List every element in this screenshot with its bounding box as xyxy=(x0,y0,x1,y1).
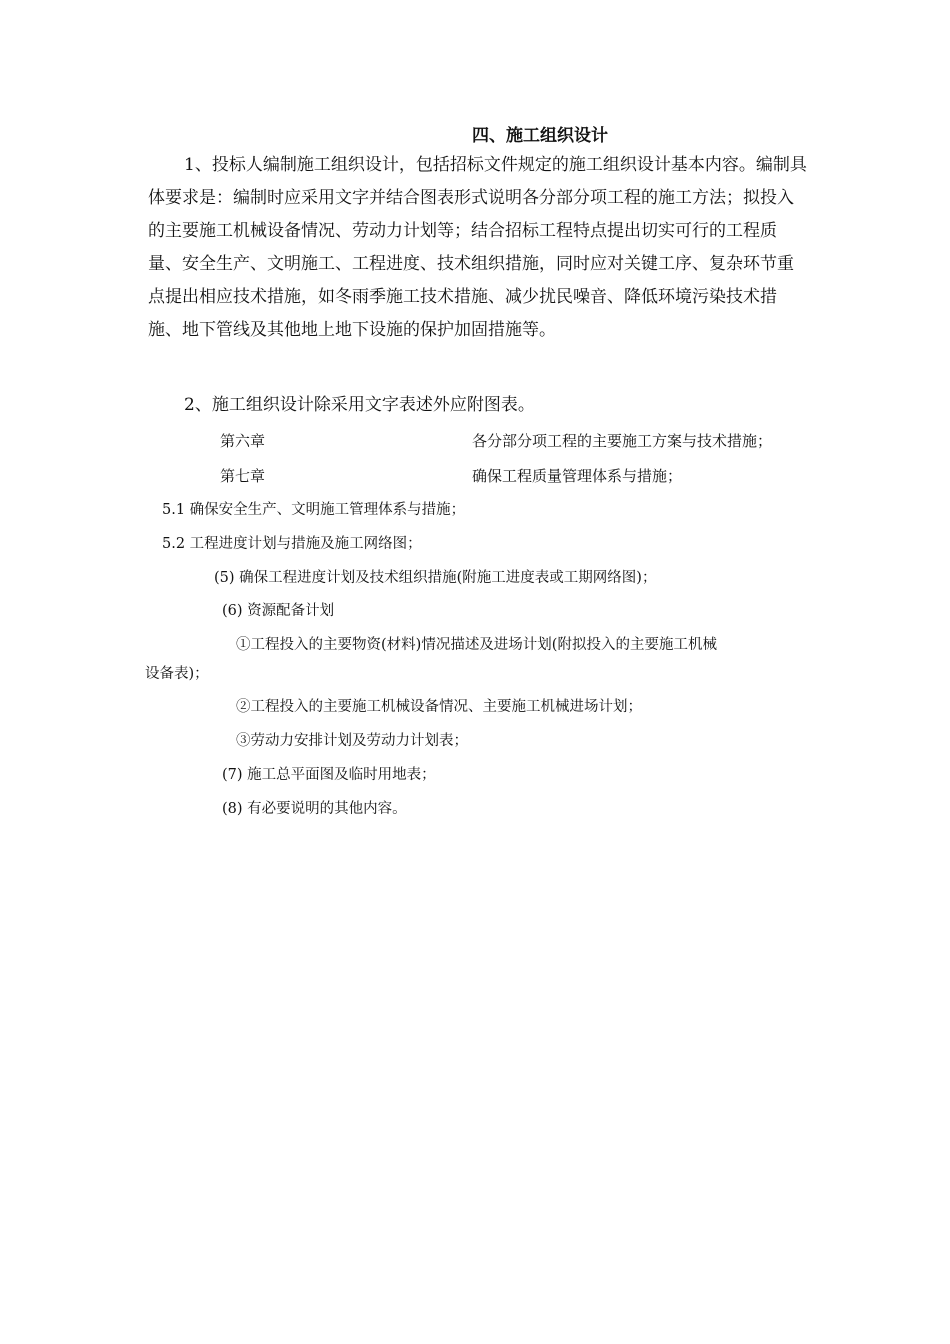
item-5: (5) 确保工程进度计划及技术组织措施(附施工进度表或工期网络图)； xyxy=(214,570,657,586)
item-6: (6) 资源配备计划 xyxy=(222,603,335,619)
item-8: (8) 有必要说明的其他内容。 xyxy=(222,801,407,817)
sub-item-3: ③劳动力安排计划及劳动力计划表； xyxy=(236,733,468,749)
section-title: 四、施工组织设计 xyxy=(472,126,608,146)
item-5-1: 5.1 确保安全生产、文明施工管理体系与措施； xyxy=(162,502,466,518)
chapter-6-label: 第六章 xyxy=(220,432,266,450)
paragraph-2: 2、施工组织设计除采用文字表述外应附图表。 xyxy=(184,395,535,415)
paragraph-1: 1、投标人编制施工组织设计，包括招标文件规定的施工组织设计基本内容。编制具体要求是：编制时应采用文字并结合图表形式说明各分部分项工程的施工方法；拟投入的主要施工机械设备情况、劳动力计划等；结合招标工程特点提出切实可行的工程质量、安全生产、文明施工、工程进度、技术组织措施，同时应对关键工序、复杂环节重点提出相应技术措施，如冬雨季施工技术措施、减少扰民噪音、降低环境污染技术措施、地下管线及其他地上地下设施的保护加固措施等。 xyxy=(148,155,807,340)
chapter-7-text: 确保工程质量管理体系与措施； xyxy=(472,467,683,485)
sub-item-1-line-2: 设备表)； xyxy=(145,666,209,682)
item-7: (7) 施工总平面图及临时用地表； xyxy=(222,767,436,783)
chapter-7-label: 第七章 xyxy=(220,467,266,485)
chapter-6-text: 各分部分项工程的主要施工方案与技术措施； xyxy=(472,432,773,450)
sub-item-1-line-1: ①工程投入的主要物资(材料)情况描述及进场计划(附拟投入的主要施工机械 xyxy=(236,637,717,653)
item-5-2: 5.2 工程进度计划与措施及施工网络图； xyxy=(162,536,422,552)
sub-item-2: ②工程投入的主要施工机械设备情况、主要施工机械进场计划； xyxy=(236,699,642,715)
